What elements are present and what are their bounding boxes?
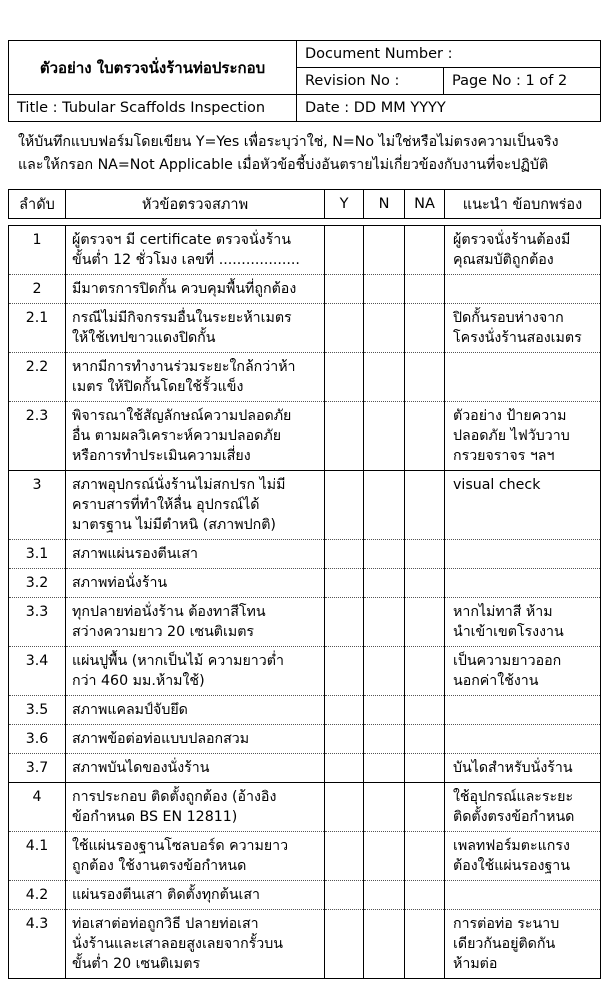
topic-line: สภาพแผ่นรองตีนเสา — [72, 546, 198, 562]
note-line: ปิดกั้นรอบห่างจาก — [453, 310, 564, 326]
note-line: ปลอดภัย ไฟวับวาบ — [453, 428, 570, 444]
y-checkbox-cell[interactable] — [325, 471, 364, 540]
checklist-row — [9, 402, 601, 471]
item-note — [445, 540, 601, 569]
topic-line: ทุกปลายท่อนั่งร้าน ต้องทาสีโทน — [72, 604, 266, 620]
n-checkbox-cell[interactable] — [364, 881, 405, 910]
item-topic — [66, 304, 325, 353]
note-line: visual check — [453, 477, 541, 493]
na-checkbox-cell[interactable] — [405, 353, 445, 402]
note-line: ใช้อุปกรณ์และระยะ — [453, 789, 574, 805]
checklist-row — [9, 353, 601, 402]
y-checkbox-cell[interactable] — [325, 275, 364, 304]
na-checkbox-cell[interactable] — [405, 783, 445, 832]
topic-line: มาตรฐาน ไม่มีตำหนิ (สภาพปกติ) — [72, 517, 276, 533]
checklist-row — [9, 725, 601, 754]
checklist-table — [8, 225, 601, 979]
topic-line: สภาพแคลมป์จับยึด — [72, 702, 188, 718]
topic-line: ถูกต้อง ใช้งานตรงข้อกำหนด — [72, 858, 247, 874]
note-line: หากไม่ทาสี ห้าม — [453, 604, 553, 620]
header-na: NA — [405, 190, 445, 219]
item-number: 3 — [9, 471, 66, 540]
header-note: แนะนำ ข้อบกพร่อง — [445, 190, 601, 219]
topic-line: ข้อกำหนด BS EN 12811) — [72, 809, 238, 825]
form-title: ตัวอย่าง ใบตรวจนั่งร้านท่อประกอบ — [9, 41, 297, 95]
item-number: 2.1 — [9, 304, 66, 353]
note-line: นำเข้าเขตโรงงาน — [453, 624, 564, 640]
checklist-row — [9, 540, 601, 569]
item-note — [445, 696, 601, 725]
checklist-row — [9, 910, 601, 979]
y-checkbox-cell[interactable] — [325, 832, 364, 881]
topic-line: ใช้แผ่นรองฐานโซลบอร์ด ความยาว — [72, 838, 289, 854]
note-line: ห้ามต่อ — [453, 956, 498, 972]
instruction-line-2: และให้กรอก NA=Not Applicable เมื่อหัวข้อชี้บ่งอันตรายไม่เกี่ยวข้องกับงานที่จะปฏิบัติ — [18, 157, 549, 173]
n-checkbox-cell[interactable] — [364, 226, 405, 275]
y-checkbox-cell[interactable] — [325, 696, 364, 725]
note-line: เดียวกันอยู่ติดกัน — [453, 936, 556, 952]
item-number: 3.4 — [9, 647, 66, 696]
topic-line: สภาพบันไดของนั่งร้าน — [72, 760, 210, 776]
y-checkbox-cell[interactable] — [325, 754, 364, 783]
item-note — [445, 910, 601, 979]
item-number: 3.6 — [9, 725, 66, 754]
item-note — [445, 471, 601, 540]
instructions — [18, 131, 598, 177]
na-checkbox-cell[interactable] — [405, 598, 445, 647]
topic-line: การประกอบ ติดตั้งถูกต้อง (อ้างอิง — [72, 789, 277, 805]
item-number: 1 — [9, 226, 66, 275]
y-checkbox-cell[interactable] — [325, 402, 364, 471]
item-note — [445, 275, 601, 304]
item-number: 2 — [9, 275, 66, 304]
date-field: Date : DD MM YYYY — [297, 95, 601, 122]
item-number: 2.3 — [9, 402, 66, 471]
n-checkbox-cell[interactable] — [364, 910, 405, 979]
topic-line: สภาพข้อต่อท่อแบบปลอกสวม — [72, 731, 250, 747]
n-checkbox-cell[interactable] — [364, 540, 405, 569]
item-topic — [66, 910, 325, 979]
n-checkbox-cell[interactable] — [364, 832, 405, 881]
item-topic — [66, 353, 325, 402]
item-topic — [66, 647, 325, 696]
topic-line: ขั้นต่ำ 20 เซนติเมตร — [72, 956, 201, 972]
note-line: การต่อท่อ ระนาบ — [453, 916, 560, 932]
topic-line: แผ่นปูพื้น (หากเป็นไม้ ความยาวต่ำ — [72, 653, 284, 669]
topic-line: หรือการทำประเมินความเสี่ยง — [72, 448, 251, 464]
na-checkbox-cell[interactable] — [405, 275, 445, 304]
item-number: 4.1 — [9, 832, 66, 881]
item-topic — [66, 540, 325, 569]
y-checkbox-cell[interactable] — [325, 598, 364, 647]
item-note — [445, 226, 601, 275]
item-topic — [66, 402, 325, 471]
item-number: 3.7 — [9, 754, 66, 783]
note-line: ต้องใช้แผ่นรองฐาน — [453, 858, 570, 874]
item-number: 3.3 — [9, 598, 66, 647]
item-number: 4.3 — [9, 910, 66, 979]
y-checkbox-cell[interactable] — [325, 881, 364, 910]
na-checkbox-cell[interactable] — [405, 754, 445, 783]
n-checkbox-cell[interactable] — [364, 353, 405, 402]
item-note — [445, 353, 601, 402]
document-header — [8, 40, 601, 122]
item-note — [445, 832, 601, 881]
n-checkbox-cell[interactable] — [364, 304, 405, 353]
header-n: N — [364, 190, 405, 219]
item-topic — [66, 275, 325, 304]
item-topic — [66, 725, 325, 754]
y-checkbox-cell[interactable] — [325, 304, 364, 353]
checklist-row — [9, 881, 601, 910]
item-topic — [66, 881, 325, 910]
n-checkbox-cell[interactable] — [364, 754, 405, 783]
checklist-header — [8, 189, 601, 219]
n-checkbox-cell[interactable] — [364, 402, 405, 471]
note-line: ติดตั้งตรงข้อกำหนด — [453, 809, 575, 825]
note-line: โครงนั่งร้านสองเมตร — [453, 330, 582, 346]
item-number: 3.2 — [9, 569, 66, 598]
document-subject: Title : Tubular Scaffolds Inspection — [9, 95, 297, 122]
topic-line: สว่างความยาว 20 เซนติเมตร — [72, 624, 255, 640]
topic-line: กรณีไม่มีกิจกรรมอื่นในระยะห้าเมตร — [72, 310, 292, 326]
note-line: กรวยจราจร ฯลฯ — [453, 448, 555, 464]
note-line: คุณสมบัติถูกต้อง — [453, 252, 554, 268]
y-checkbox-cell[interactable] — [325, 725, 364, 754]
checklist-row — [9, 647, 601, 696]
n-checkbox-cell[interactable] — [364, 598, 405, 647]
item-note — [445, 569, 601, 598]
topic-line: มีมาตรการปิดกั้น ควบคุมพื้นที่ถูกต้อง — [72, 281, 297, 297]
item-topic — [66, 471, 325, 540]
item-topic — [66, 696, 325, 725]
na-checkbox-cell[interactable] — [405, 226, 445, 275]
item-topic — [66, 832, 325, 881]
revision-number-field: Revision No : — [297, 68, 444, 95]
na-checkbox-cell[interactable] — [405, 832, 445, 881]
topic-line: อื่น ตามผลวิเคราะห์ความปลอดภัย — [72, 428, 282, 444]
checklist-row — [9, 304, 601, 353]
y-checkbox-cell[interactable] — [325, 569, 364, 598]
item-note — [445, 304, 601, 353]
topic-line: เมตร ให้ปิดกั้นโดยใช้รั้วแข็ง — [72, 379, 244, 395]
na-checkbox-cell[interactable] — [405, 569, 445, 598]
checklist-row — [9, 696, 601, 725]
item-topic — [66, 754, 325, 783]
n-checkbox-cell[interactable] — [364, 471, 405, 540]
checklist-row — [9, 783, 601, 832]
y-checkbox-cell[interactable] — [325, 226, 364, 275]
item-note — [445, 647, 601, 696]
topic-line: ท่อเสาต่อท่อถูกวิธี ปลายท่อเสา — [72, 916, 259, 932]
topic-line: คราบสารที่ทำให้ลื่น อุปกรณ์ได้ — [72, 497, 260, 513]
checklist-row — [9, 226, 601, 275]
item-note — [445, 725, 601, 754]
na-checkbox-cell[interactable] — [405, 402, 445, 471]
note-line: เพลทฟอร์มตะแกรง — [453, 838, 570, 854]
na-checkbox-cell[interactable] — [405, 304, 445, 353]
topic-line: ให้ใช้เทปขาวแดงปิดกั้น — [72, 330, 216, 346]
checklist-row — [9, 754, 601, 783]
checklist-row — [9, 569, 601, 598]
item-number: 3.5 — [9, 696, 66, 725]
y-checkbox-cell[interactable] — [325, 540, 364, 569]
item-note — [445, 598, 601, 647]
n-checkbox-cell[interactable] — [364, 647, 405, 696]
topic-line: นั่งร้านและเสาลอยสูงเลยจากรั้วบน — [72, 936, 283, 952]
topic-line: ขั้นต่ำ 12 ชั่วโมง เลขที่ .................. — [72, 252, 300, 268]
item-topic — [66, 569, 325, 598]
instruction-line-1: ให้บันทึกแบบฟอร์มโดยเขียน Y=Yes เพื่อระบุว่าใช่, N=No ไม่ใช่หรือไม่ตรงความเป็นจริง — [18, 134, 559, 150]
n-checkbox-cell[interactable] — [364, 696, 405, 725]
y-checkbox-cell[interactable] — [325, 910, 364, 979]
item-note — [445, 783, 601, 832]
na-checkbox-cell[interactable] — [405, 647, 445, 696]
header-no: ลำดับ — [9, 190, 66, 219]
topic-line: หากมีการทำงานร่วมระยะใกล้กว่าห้า — [72, 359, 296, 375]
na-checkbox-cell[interactable] — [405, 881, 445, 910]
na-checkbox-cell[interactable] — [405, 540, 445, 569]
topic-line: ผู้ตรวจฯ มี certificate ตรวจนั่งร้าน — [72, 232, 291, 248]
na-checkbox-cell[interactable] — [405, 725, 445, 754]
checklist-row — [9, 598, 601, 647]
y-checkbox-cell[interactable] — [325, 783, 364, 832]
note-line: นอกค่าใช้งาน — [453, 673, 539, 689]
item-note — [445, 881, 601, 910]
n-checkbox-cell[interactable] — [364, 569, 405, 598]
topic-line: พิจารณาใช้สัญลักษณ์ความปลอดภัย — [72, 408, 292, 424]
item-number: 2.2 — [9, 353, 66, 402]
item-topic — [66, 598, 325, 647]
header-topic: หัวข้อตรวจสภาพ — [66, 190, 325, 219]
note-line: เป็นความยาวออก — [453, 653, 562, 669]
header-y: Y — [325, 190, 364, 219]
n-checkbox-cell[interactable] — [364, 725, 405, 754]
na-checkbox-cell[interactable] — [405, 696, 445, 725]
item-topic — [66, 226, 325, 275]
page-number-field: Page No : 1 of 2 — [444, 68, 601, 95]
y-checkbox-cell[interactable] — [325, 353, 364, 402]
na-checkbox-cell[interactable] — [405, 910, 445, 979]
na-checkbox-cell[interactable] — [405, 471, 445, 540]
topic-line: กว่า 460 มม.ห้ามใช้) — [72, 673, 205, 689]
item-number: 3.1 — [9, 540, 66, 569]
note-line: ผู้ตรวจนั่งร้านต้องมี — [453, 232, 571, 248]
topic-line: สภาพท่อนั่งร้าน — [72, 575, 168, 591]
note-line: บันไดสำหรับนั่งร้าน — [453, 760, 573, 776]
checklist-row — [9, 471, 601, 540]
n-checkbox-cell[interactable] — [364, 783, 405, 832]
item-topic — [66, 783, 325, 832]
topic-line: แผ่นรองตีนเสา ติดตั้งทุกต้นเสา — [72, 887, 261, 903]
checklist-row — [9, 832, 601, 881]
note-line: ตัวอย่าง ป้ายความ — [453, 408, 567, 424]
item-note — [445, 402, 601, 471]
checklist-row — [9, 275, 601, 304]
item-note — [445, 754, 601, 783]
y-checkbox-cell[interactable] — [325, 647, 364, 696]
n-checkbox-cell[interactable] — [364, 275, 405, 304]
item-number: 4 — [9, 783, 66, 832]
topic-line: สภาพอุปกรณ์นั่งร้านไม่สกปรก ไม่มี — [72, 477, 286, 493]
document-number-field: Document Number : — [297, 41, 601, 68]
item-number: 4.2 — [9, 881, 66, 910]
